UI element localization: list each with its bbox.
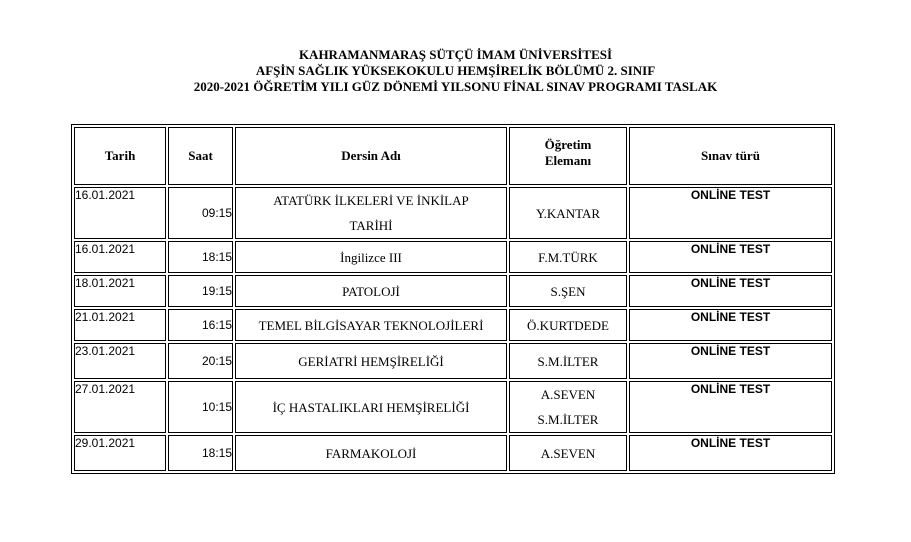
course-line: İÇ HASTALIKLARI HEMŞİRELİĞİ xyxy=(272,399,470,415)
cell-course xyxy=(235,275,507,307)
table-row xyxy=(74,343,832,379)
cell-exam-type: ONLİNE TEST xyxy=(629,309,832,341)
cell-teacher xyxy=(509,343,627,379)
table-row xyxy=(74,241,832,273)
course-line: ATATÜRK İLKELERİ VE İNKİLAP xyxy=(273,193,469,208)
cell-teacher xyxy=(509,241,627,273)
course-line: TARİHİ xyxy=(349,218,393,233)
cell-date: 16.01.2021 xyxy=(74,187,166,239)
cell-exam-type: ONLİNE TEST xyxy=(629,435,832,471)
cell-teacher xyxy=(509,309,627,341)
cell-date: 18.01.2021 xyxy=(74,275,166,307)
cell-date: 23.01.2021 xyxy=(74,343,166,379)
table-header-row xyxy=(74,127,832,185)
teacher-name: S.M.İLTER xyxy=(537,412,599,427)
cell-exam-type: ONLİNE TEST xyxy=(629,275,832,307)
cell-course xyxy=(235,241,507,273)
course-line: PATOLOJİ xyxy=(342,283,400,299)
cell-course xyxy=(235,309,507,341)
document-header xyxy=(0,47,911,95)
exam-schedule-table xyxy=(71,124,835,474)
course-line: TEMEL BİLGİSAYAR TEKNOLOJİLERİ xyxy=(258,317,484,333)
course-line: İngilizce III xyxy=(340,249,402,265)
table-row xyxy=(74,275,832,307)
teacher-name: S.M.İLTER xyxy=(537,353,599,369)
course-line: GERİATRİ HEMŞİRELİĞİ xyxy=(298,353,444,369)
cell-time: 09:15 xyxy=(168,187,233,239)
cell-time: 18:15 xyxy=(168,241,233,273)
column-header-teacher-line2: Elemanı xyxy=(544,153,592,168)
column-header-course: Dersin Adı xyxy=(235,127,507,185)
cell-exam-type: ONLİNE TEST xyxy=(629,381,832,433)
department-title: AFŞİN SAĞLIK YÜKSEKOKULU HEMŞİRELİK BÖLÜMÜ 2. SINIF xyxy=(255,63,656,78)
cell-date: 16.01.2021 xyxy=(74,241,166,273)
cell-course xyxy=(235,187,507,239)
cell-date: 27.01.2021 xyxy=(74,381,166,433)
column-header-teacher xyxy=(509,127,627,185)
teacher-name: F.M.TÜRK xyxy=(538,249,598,265)
program-title: 2020-2021 ÖĞRETİM YILI GÜZ DÖNEMİ YILSONU FİNAL SINAV PROGRAMI TASLAK xyxy=(193,79,718,94)
table-row xyxy=(74,381,832,433)
column-header-time: Saat xyxy=(168,127,233,185)
column-header-exam-type: Sınav türü xyxy=(629,127,832,185)
cell-time: 10:15 xyxy=(168,381,233,433)
cell-course xyxy=(235,381,507,433)
cell-exam-type: ONLİNE TEST xyxy=(629,241,832,273)
cell-date: 29.01.2021 xyxy=(74,435,166,471)
cell-exam-type: ONLİNE TEST xyxy=(629,343,832,379)
table-row xyxy=(74,435,832,471)
cell-time: 19:15 xyxy=(168,275,233,307)
cell-exam-type: ONLİNE TEST xyxy=(629,187,832,239)
cell-teacher xyxy=(509,187,627,239)
cell-course xyxy=(235,435,507,471)
cell-course xyxy=(235,343,507,379)
university-title: KAHRAMANMARAŞ SÜTÇÜ İMAM ÜNİVERSİTESİ xyxy=(298,47,613,62)
teacher-name: Y.KANTAR xyxy=(535,205,601,221)
teacher-name: S.ŞEN xyxy=(550,283,586,299)
cell-teacher xyxy=(509,275,627,307)
teacher-name: A.SEVEN xyxy=(540,445,596,461)
cell-date: 21.01.2021 xyxy=(74,309,166,341)
table-row xyxy=(74,309,832,341)
course-line: FARMAKOLOJİ xyxy=(325,445,417,461)
column-header-date: Tarih xyxy=(74,127,166,185)
cell-teacher xyxy=(509,381,627,433)
column-header-teacher-line1: Öğretim xyxy=(544,137,592,152)
cell-time: 16:15 xyxy=(168,309,233,341)
cell-teacher xyxy=(509,435,627,471)
cell-time: 20:15 xyxy=(168,343,233,379)
cell-time: 18:15 xyxy=(168,435,233,471)
teacher-name: Ö.KURTDEDE xyxy=(527,317,609,333)
table-row xyxy=(74,187,832,239)
teacher-name: A.SEVEN xyxy=(540,387,596,402)
